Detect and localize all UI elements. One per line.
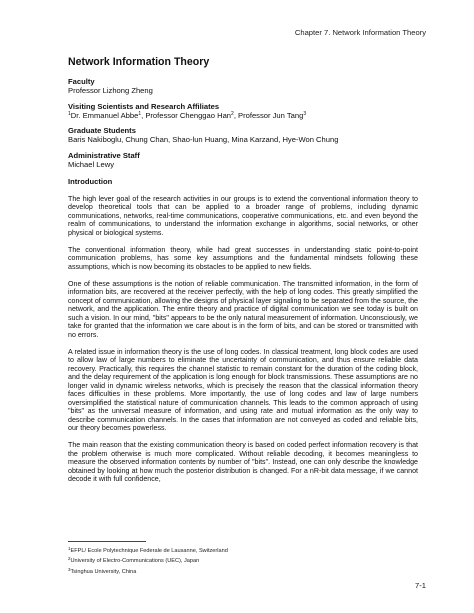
- body-paragraph: The main reason that the existing communication theory is based on coded perfect information recovery is that the problem otherwise is much more complicated. Without reliable decoding, it becomes meaningless to measure the observed information contents by number of "bits". Instead, one can only describe the knowledge obtained by looking at how much the posterior distribution is changed. For a nR-bit data message, if we cannot decode it with full confidence,: [68, 441, 418, 483]
- visiting-section: [68, 102, 418, 120]
- footnotes: [68, 545, 228, 576]
- footnote-mark: 3: [303, 110, 307, 117]
- visiting-names: [68, 111, 418, 120]
- body-paragraph: The high lever goal of the research activities in our groups is to extend the conventional information theory to develop theoretical tools that can be applied to a broader range of problems, including dynamic communications, networks, real-time communications, cooperative communications, etc. and even beyond the realm of communications, to understand the information exchange in algorithms, social networks, or other physical or biological systems.: [68, 194, 418, 237]
- footnote-text: EFPL/ Ecole Polytechnique Federale de Lausanne, Switzerland: [70, 548, 228, 554]
- faculty-section: [68, 77, 418, 95]
- graduate-section: [68, 126, 418, 144]
- visiting-name: , Professor Jun Tang: [233, 110, 304, 120]
- page-title: Network Information Theory: [68, 56, 210, 68]
- graduate-label: Graduate Students: [68, 126, 136, 135]
- footnote: [68, 545, 228, 555]
- footnote-text: University of Electro-Communications (UEC), Japan: [70, 558, 200, 565]
- visiting-name: , Professor Chenggao Han: [141, 110, 232, 120]
- body-paragraph: The conventional information theory, while had great successes in understanding static point-to-point communication problems, has some key assumptions and the fundamental mindsets following these assumptions, which is now becoming its obstacles to be applied to new fields.: [68, 245, 418, 271]
- visiting-label: Visiting Scientists and Research Affiliates: [68, 101, 220, 111]
- page-number: 7-1: [415, 581, 426, 590]
- running-header: Chapter 7. Network Information Theory: [294, 28, 426, 37]
- footnote-text: Tsinghua University, China: [70, 568, 137, 575]
- admin-label: Administrative Staff: [68, 150, 140, 160]
- section-heading-introduction: Introduction: [68, 176, 113, 186]
- graduate-names: Baris Nakiboglu, Chung Chan, Shao-lun Huang, Mina Karzand, Hye-Won Chung: [68, 135, 339, 144]
- footnote-number: 1: [68, 546, 71, 551]
- footnote-mark: 2: [231, 110, 234, 117]
- footnote: [68, 555, 228, 565]
- footnote-divider: [68, 541, 146, 542]
- visiting-name: Dr. Emmanuel Abbe: [70, 110, 139, 120]
- faculty-label: Faculty: [68, 77, 95, 86]
- footnote-number: 3: [68, 566, 71, 572]
- admin-section: [68, 151, 418, 169]
- footnote-number: 2: [68, 556, 71, 562]
- body-paragraph: A related issue in information theory is the use of long codes. In classical treatment, long block codes are used to allow law of large numbers to eliminate the uncertainty of communication, and thus ensure reliable data recovery. Practically, this requires the channel statistic to remain constant for the duration of the coding block, and the delay requirement of the application is long enough for block transmissions. These assumptions are no longer valid in dynamic wireless networks, which is precisely the reason that the classical information theory faces difficulties in these problems. More importantly, the use of long codes and law of large numbers oversimplified the statistical nature of communication channels. This leads to the common approach of using "bits" as the universal measure of information, and using rate and mutual information as the only way to describe communication channels. In the cases that information are not conveyed as coded and reliable bits, our theory becomes powerless.: [68, 347, 418, 432]
- footnote-mark: 1: [138, 110, 142, 117]
- body-paragraph: One of these assumptions is the notion of reliable communication. The transmitted information, in the form of information bits, are recovered at the receiver perfectly, with the help of long codes. This greatly simplified the concept of communication, allowing the designs of physical layer signaling to be separated from the source, the network, and the application. The entire theory and practice of digital communication we see today is built on such a vision. In our mind, "bits" appears to be the only natural measurement of information. Unconsciously, we take for granted that the information we care about is in the form of bits, and can be stored or transmitted with no errors.: [68, 279, 418, 339]
- page-body: [68, 56, 418, 492]
- footnote: [68, 566, 228, 576]
- admin-name: Michael Lewy: [68, 159, 115, 169]
- footnote-mark: 1: [68, 110, 71, 117]
- faculty-name: Professor Lizhong Zheng: [68, 86, 153, 95]
